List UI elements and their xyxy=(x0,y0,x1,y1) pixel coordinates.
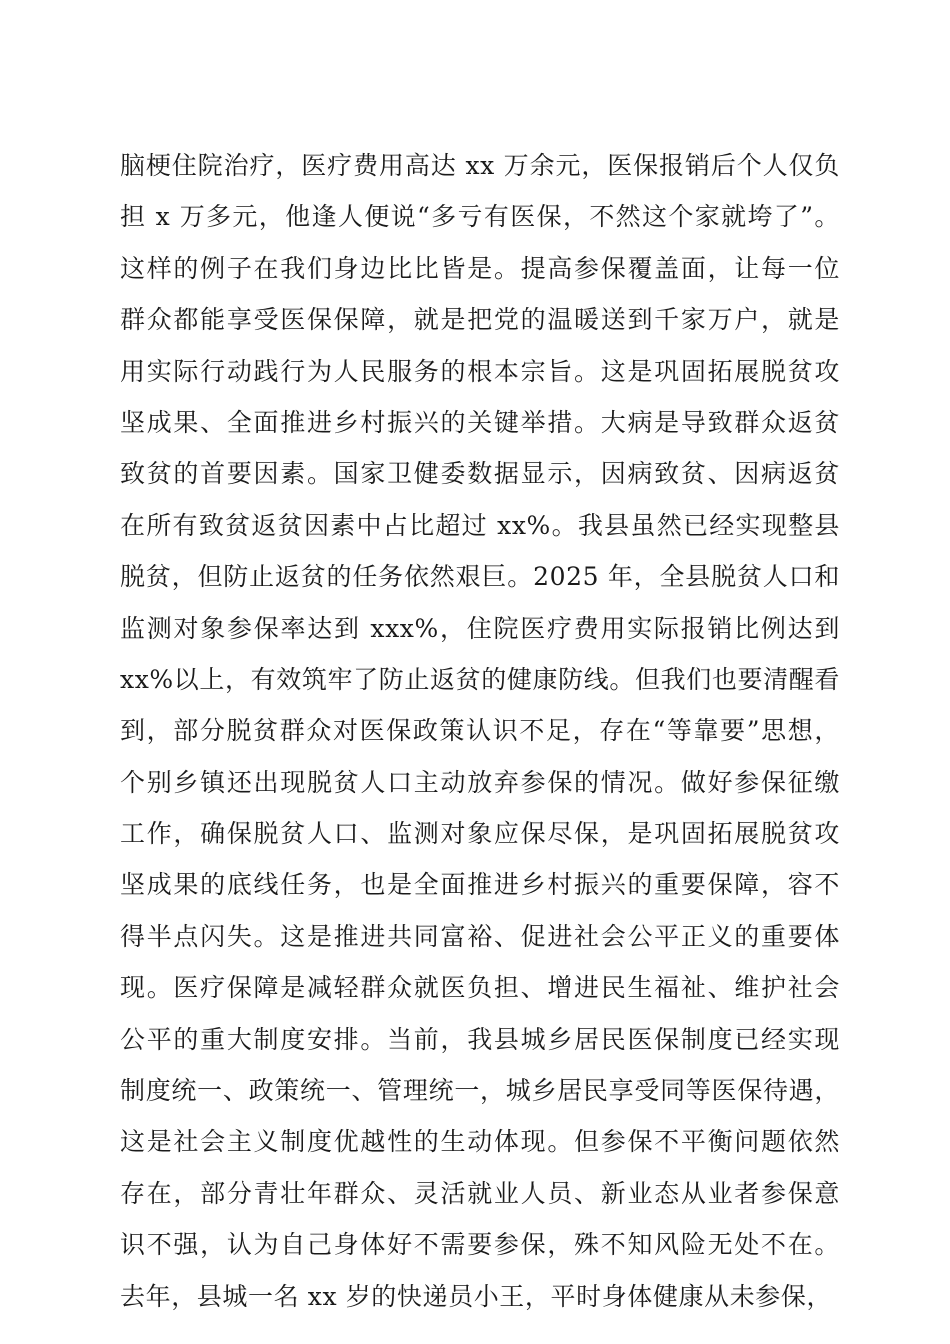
text-line: 现。医疗保障是减轻群众就医负担、增进民生福祉、维护社会 xyxy=(120,973,840,1003)
body-paragraph xyxy=(120,140,840,1322)
text-line: 坚成果的底线任务，也是全面推进乡村振兴的重要保障，容不 xyxy=(120,870,840,900)
text-line: 这是社会主义制度优越性的生动体现。但参保不平衡问题依然 xyxy=(120,1127,840,1157)
text-line: 存在，部分青壮年群众、灵活就业人员、新业态从业者参保意 xyxy=(120,1178,840,1208)
text-line: 工作，确保脱贫人口、监测对象应保尽保，是巩固拓展脱贫攻 xyxy=(120,819,840,849)
text-line: 坚成果、全面推进乡村振兴的关键举措。大病是导致群众返贫 xyxy=(120,407,840,437)
text-line: 监测对象参保率达到 xxx%，住院医疗费用实际报销比例达到 xyxy=(120,613,840,643)
text-line: xx%以上，有效筑牢了防止返贫的健康防线。但我们也要清醒看 xyxy=(120,664,840,694)
text-line: 脱贫，但防止返贫的任务依然艰巨。2025 年，全县脱贫人口和 xyxy=(120,562,840,592)
text-line: 到，部分脱贫群众对医保政策认识不足，存在“等靠要”思想， xyxy=(120,716,840,746)
text-line: 这样的例子在我们身边比比皆是。提高参保覆盖面，让每一位 xyxy=(120,253,840,283)
text-line: 用实际行动践行为人民服务的根本宗旨。这是巩固拓展脱贫攻 xyxy=(120,356,840,386)
text-line: 得半点闪失。这是推进共同富裕、促进社会公平正义的重要体 xyxy=(120,921,840,951)
text-line: 识不强，认为自己身体好不需要参保，殊不知风险无处不在。 xyxy=(120,1230,840,1260)
text-line: 致贫的首要因素。国家卫健委数据显示，因病致贫、因病返贫 xyxy=(120,459,840,489)
text-line: 公平的重大制度安排。当前，我县城乡居民医保制度已经实现 xyxy=(120,1024,840,1054)
text-line: 制度统一、政策统一、管理统一，城乡居民享受同等医保待遇， xyxy=(120,1076,840,1106)
text-line: 个别乡镇还出现脱贫人口主动放弃参保的情况。做好参保征缴 xyxy=(120,767,840,797)
text-line: 脑梗住院治疗，医疗费用高达 xx 万余元，医保报销后个人仅负 xyxy=(120,151,840,180)
text-line: 在所有致贫返贫因素中占比超过 xx%。我县虽然已经实现整县 xyxy=(120,510,840,540)
text-line: 去年，县城一名 xx 岁的快递员小王，平时身体健康从未参保， xyxy=(120,1281,833,1311)
text-line: 担 x 万多元，他逢人便说“多亏有医保，不然这个家就垮了”。 xyxy=(120,202,840,232)
text-line: 群众都能享受医保保障，就是把党的温暖送到千家万户，就是 xyxy=(120,305,840,335)
